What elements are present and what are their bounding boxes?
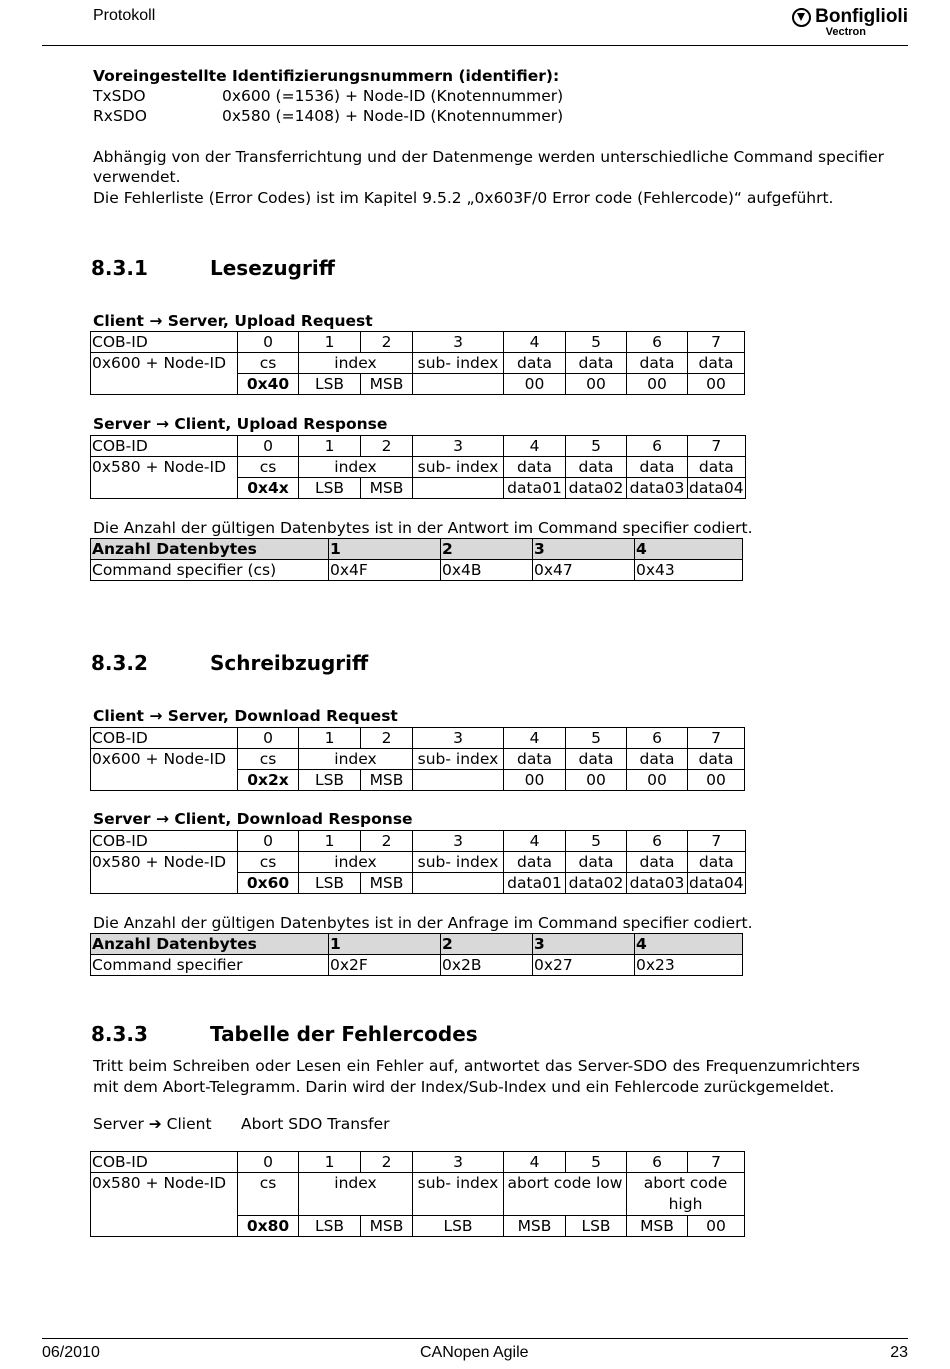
table-cell: 0 bbox=[238, 831, 299, 852]
table-cell: 0x80 bbox=[238, 1216, 299, 1237]
abort-sdo-table bbox=[90, 1151, 745, 1237]
table-cell: 2 bbox=[361, 831, 413, 852]
table-cell: 3 bbox=[413, 1152, 504, 1173]
table-cell: 00 bbox=[627, 374, 688, 395]
table-cell: 6 bbox=[627, 728, 688, 749]
table-cell: data03 bbox=[627, 478, 688, 499]
table-header-cell: 2 bbox=[441, 539, 533, 560]
table-cell: 0 bbox=[238, 332, 299, 353]
table-cell: 0x600 + Node-ID bbox=[91, 749, 238, 770]
table-cell: 0 bbox=[238, 728, 299, 749]
table-cell: COB-ID bbox=[91, 1152, 238, 1173]
fehler-paragraph-line1: Tritt beim Schreiben oder Lesen ein Fehler auf, antwortet das Server-SDO des Frequenzumrichters bbox=[93, 1057, 860, 1075]
table-cell: 3 bbox=[413, 332, 504, 353]
table-cell: 1 bbox=[299, 436, 361, 457]
table-cell: data bbox=[504, 353, 566, 374]
header-section: Protokoll bbox=[93, 7, 156, 24]
table-cell: 5 bbox=[566, 332, 627, 353]
section-title: Lesezugriff bbox=[210, 256, 335, 280]
table-cell: COB-ID bbox=[91, 436, 238, 457]
table-cell: data bbox=[627, 749, 688, 770]
table-cell: index bbox=[299, 353, 413, 374]
table-cell bbox=[413, 873, 504, 894]
table-cell: data bbox=[566, 749, 627, 770]
table-cell: 00 bbox=[627, 770, 688, 791]
table-cell: LSB bbox=[299, 770, 361, 791]
table-cell: data bbox=[688, 353, 745, 374]
table-cell: LSB bbox=[413, 1216, 504, 1237]
table-cell: 0x580 + Node-ID bbox=[91, 852, 238, 873]
logo-brand: Bonfiglioli bbox=[815, 6, 908, 27]
header-rule bbox=[42, 45, 908, 46]
table-cell: 0x23 bbox=[635, 955, 743, 976]
table-cell: 7 bbox=[688, 1152, 745, 1173]
table-cell: 4 bbox=[504, 831, 566, 852]
page-number: 23 bbox=[890, 1344, 908, 1361]
table-cell: 4 bbox=[504, 728, 566, 749]
table-header-cell: 4 bbox=[635, 934, 743, 955]
table-cell: 0x60 bbox=[238, 873, 299, 894]
table-cell: sub- index bbox=[413, 457, 504, 478]
table-cell: 00 bbox=[566, 770, 627, 791]
datenbytes-note: Die Anzahl der gültigen Datenbytes ist in der Anfrage im Command specifier codiert. bbox=[93, 914, 753, 932]
table-cell: 4 bbox=[504, 332, 566, 353]
table-cell: 4 bbox=[504, 436, 566, 457]
table-cell: LSB bbox=[299, 1216, 361, 1237]
table-cell: LSB bbox=[299, 478, 361, 499]
table-cell: data02 bbox=[566, 873, 627, 894]
table-cell: data bbox=[504, 457, 566, 478]
table-cell: data bbox=[504, 852, 566, 873]
download-response-caption: Server → Client, Download Response bbox=[93, 810, 413, 828]
table-header-cell: 1 bbox=[329, 539, 441, 560]
table-cell: 6 bbox=[627, 831, 688, 852]
table-cell: 7 bbox=[688, 332, 745, 353]
table-cell: data bbox=[688, 749, 745, 770]
table-cell: index bbox=[299, 852, 413, 873]
table-cell: 0x4F bbox=[329, 560, 441, 581]
table-cell: index bbox=[299, 1173, 413, 1216]
table-header-cell: 2 bbox=[441, 934, 533, 955]
table-cell: 0 bbox=[238, 436, 299, 457]
identifier-heading: Voreingestellte Identifizierungsnummern (identifier): bbox=[93, 67, 560, 85]
table-cell: 0x47 bbox=[533, 560, 635, 581]
table-cell: 00 bbox=[688, 1216, 745, 1237]
table-header-cell: Anzahl Datenbytes bbox=[91, 934, 329, 955]
table-cell: 0x2F bbox=[329, 955, 441, 976]
section-title: Schreibzugriff bbox=[210, 651, 369, 675]
table-cell: sub- index bbox=[413, 1173, 504, 1216]
table-cell: 7 bbox=[688, 436, 746, 457]
table-cell: Command specifier bbox=[91, 955, 329, 976]
abort-direction: Server ➔ Client bbox=[93, 1115, 212, 1133]
txsdo-value: 0x600 (=1536) + Node-ID (Knotennummer) bbox=[222, 87, 564, 105]
table-cell: MSB bbox=[627, 1216, 688, 1237]
table-cell: 0x27 bbox=[533, 955, 635, 976]
table-cell bbox=[413, 374, 504, 395]
table-cell: 5 bbox=[566, 1152, 627, 1173]
table-cell: 5 bbox=[566, 436, 627, 457]
table-header-cell: 1 bbox=[329, 934, 441, 955]
upload-request-table bbox=[90, 331, 745, 395]
table-cell: 3 bbox=[413, 436, 504, 457]
table-cell: 6 bbox=[627, 436, 688, 457]
table-cell: LSB bbox=[299, 374, 361, 395]
intro-paragraph-line3: Die Fehlerliste (Error Codes) ist im Kapitel 9.5.2 „0x603F/0 Error code (Fehlercode)“ aufgeführt. bbox=[93, 189, 834, 207]
section-number: 8.3.1 bbox=[91, 256, 148, 280]
table-cell: data02 bbox=[566, 478, 627, 499]
table-cell: 00 bbox=[566, 374, 627, 395]
table-cell: cs bbox=[238, 852, 299, 873]
table-cell: abort code high bbox=[627, 1173, 745, 1216]
table-cell: 0x600 + Node-ID bbox=[91, 353, 238, 374]
table-cell bbox=[91, 478, 238, 499]
table-cell: 7 bbox=[688, 831, 746, 852]
footer-date: 06/2010 bbox=[42, 1344, 100, 1361]
table-cell: 00 bbox=[688, 374, 745, 395]
table-cell: cs bbox=[238, 457, 299, 478]
table-cell: LSB bbox=[299, 873, 361, 894]
section-heading-lesezugriff bbox=[91, 256, 335, 280]
table-cell: sub- index bbox=[413, 749, 504, 770]
upload-request-caption: Client → Server, Upload Request bbox=[93, 312, 373, 330]
section-title: Tabelle der Fehlercodes bbox=[210, 1022, 478, 1046]
download-request-caption: Client → Server, Download Request bbox=[93, 707, 398, 725]
table-cell: 1 bbox=[299, 332, 361, 353]
intro-paragraph-line2: verwendet. bbox=[93, 168, 181, 186]
table-cell: data bbox=[627, 852, 688, 873]
table-cell: 0x580 + Node-ID bbox=[91, 457, 238, 478]
table-cell: data04 bbox=[689, 479, 744, 497]
table-cell: index bbox=[299, 457, 413, 478]
download-response-table bbox=[90, 830, 746, 894]
table-cell: data04 bbox=[689, 874, 744, 892]
abort-title: Abort SDO Transfer bbox=[241, 1115, 390, 1133]
table-cell bbox=[91, 1216, 238, 1237]
table-cell: 0x2B bbox=[441, 955, 533, 976]
table-cell: data01 bbox=[504, 478, 566, 499]
table-cell: index bbox=[299, 749, 413, 770]
table-cell: 0x2x bbox=[238, 770, 299, 791]
txsdo-label: TxSDO bbox=[93, 87, 146, 105]
upload-response-table bbox=[90, 435, 746, 499]
table-cell: 0 bbox=[238, 1152, 299, 1173]
table-cell bbox=[413, 770, 504, 791]
table-cell: 0x43 bbox=[635, 560, 743, 581]
rxsdo-label: RxSDO bbox=[93, 107, 147, 125]
table-cell: 5 bbox=[566, 831, 627, 852]
table-cell: MSB bbox=[504, 1216, 566, 1237]
table-cell: data bbox=[566, 353, 627, 374]
table-cell: MSB bbox=[361, 478, 413, 499]
table-cell: 2 bbox=[361, 436, 413, 457]
download-request-table bbox=[90, 727, 745, 791]
table-cell bbox=[91, 374, 238, 395]
section-number: 8.3.2 bbox=[91, 651, 148, 675]
table-cell: 3 bbox=[413, 831, 504, 852]
table-cell: Command specifier (cs) bbox=[91, 560, 329, 581]
table-header-cell: 3 bbox=[533, 934, 635, 955]
table-cell bbox=[413, 478, 504, 499]
table-cell: cs bbox=[238, 1173, 299, 1216]
table-cell: 6 bbox=[627, 332, 688, 353]
table-header-cell: 3 bbox=[533, 539, 635, 560]
table-cell: MSB bbox=[361, 374, 413, 395]
table-cell: 0x4x bbox=[238, 478, 299, 499]
table-cell: 1 bbox=[299, 831, 361, 852]
table-cell: 00 bbox=[688, 770, 745, 791]
table-cell: data bbox=[688, 852, 746, 873]
table-cell: data bbox=[627, 353, 688, 374]
table-cell: data bbox=[566, 457, 627, 478]
table-cell: 6 bbox=[627, 1152, 688, 1173]
table-cell: cs bbox=[238, 749, 299, 770]
table-cell: cs bbox=[238, 353, 299, 374]
fehler-paragraph-line2: mit dem Abort-Telegramm. Darin wird der Index/Sub-Index und ein Fehlercode zurückgemeldet. bbox=[93, 1078, 835, 1096]
logo-sub: Vectron bbox=[825, 26, 866, 38]
table-cell: 3 bbox=[413, 728, 504, 749]
upload-response-caption: Server → Client, Upload Response bbox=[93, 415, 388, 433]
table-cell bbox=[91, 873, 238, 894]
table-cell: MSB bbox=[361, 770, 413, 791]
section-heading-schreibzugriff bbox=[91, 651, 369, 675]
section-number: 8.3.3 bbox=[91, 1022, 148, 1046]
bonfiglioli-logo-icon bbox=[792, 8, 811, 27]
command-specifier-table bbox=[90, 933, 743, 976]
footer-rule bbox=[42, 1338, 908, 1339]
brand-logo bbox=[792, 6, 908, 38]
table-cell: abort code low bbox=[504, 1173, 627, 1216]
table-cell: 7 bbox=[688, 728, 745, 749]
table-cell: 2 bbox=[361, 332, 413, 353]
table-cell: 4 bbox=[504, 1152, 566, 1173]
datenbytes-note: Die Anzahl der gültigen Datenbytes ist in der Antwort im Command specifier codiert. bbox=[93, 519, 753, 537]
table-cell: data bbox=[566, 852, 627, 873]
table-cell: 0x40 bbox=[238, 374, 299, 395]
table-cell: data01 bbox=[504, 873, 566, 894]
table-cell: MSB bbox=[361, 873, 413, 894]
table-cell: COB-ID bbox=[91, 728, 238, 749]
table-cell: 00 bbox=[504, 770, 566, 791]
table-cell: MSB bbox=[361, 1216, 413, 1237]
table-cell: LSB bbox=[566, 1216, 627, 1237]
table-header-cell: 4 bbox=[635, 539, 743, 560]
table-cell: sub- index bbox=[413, 353, 504, 374]
table-cell: 2 bbox=[361, 728, 413, 749]
table-cell: sub- index bbox=[413, 852, 504, 873]
table-cell bbox=[91, 770, 238, 791]
intro-paragraph-line1: Abhängig von der Transferrichtung und der Datenmenge werden unterschiedliche Command specifier bbox=[93, 148, 885, 166]
table-cell: 00 bbox=[504, 374, 566, 395]
footer-title: CANopen Agile bbox=[420, 1344, 529, 1361]
table-cell: data bbox=[627, 457, 688, 478]
table-cell: data03 bbox=[627, 873, 688, 894]
table-cell: 0x580 + Node-ID bbox=[91, 1173, 238, 1216]
table-cell: data bbox=[688, 457, 746, 478]
table-cell: data bbox=[504, 749, 566, 770]
rxsdo-value: 0x580 (=1408) + Node-ID (Knotennummer) bbox=[222, 107, 564, 125]
table-cell: COB-ID bbox=[91, 332, 238, 353]
table-cell: 1 bbox=[299, 1152, 361, 1173]
section-heading-fehlercodes bbox=[91, 1022, 478, 1046]
table-cell: 2 bbox=[361, 1152, 413, 1173]
table-cell: 1 bbox=[299, 728, 361, 749]
table-header-cell: Anzahl Datenbytes bbox=[91, 539, 329, 560]
command-specifier-table bbox=[90, 538, 743, 581]
table-cell: 0x4B bbox=[441, 560, 533, 581]
table-cell: COB-ID bbox=[91, 831, 238, 852]
table-cell: 5 bbox=[566, 728, 627, 749]
